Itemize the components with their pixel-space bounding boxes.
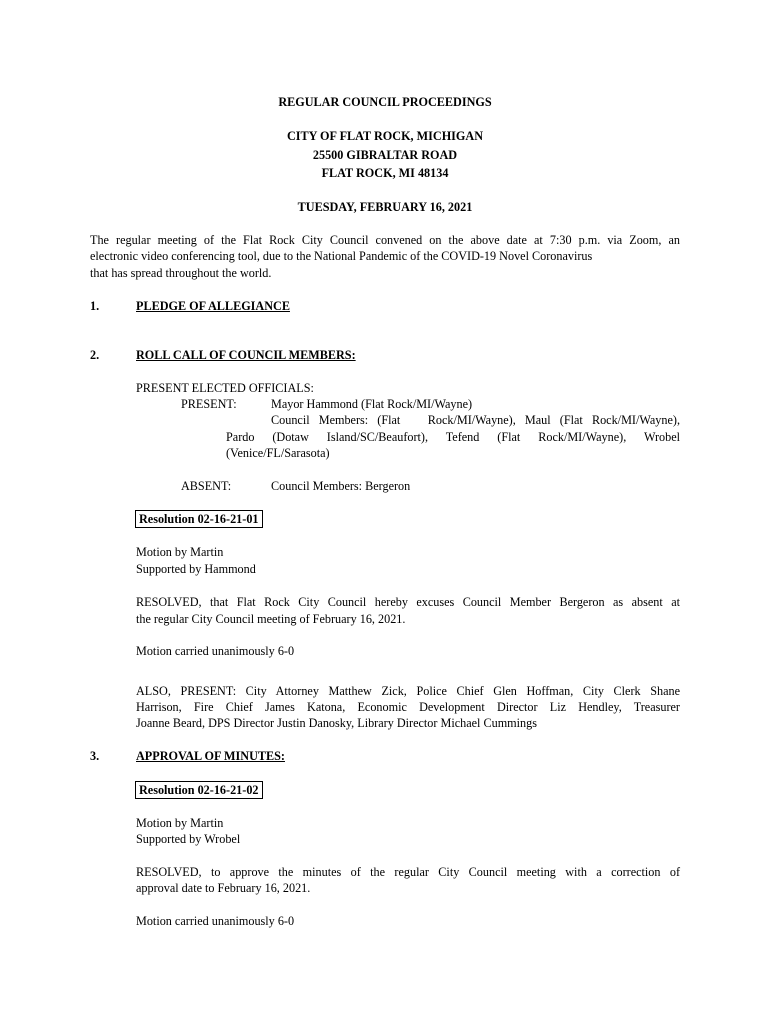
resolution-01-result: Motion carried unanimously 6-0	[136, 644, 295, 658]
city-name: CITY OF FLAT ROCK, MICHIGAN	[286, 129, 484, 143]
absent-label: ABSENT:	[181, 479, 232, 493]
intro-line-1: The regular meeting of the Flat Rock City Council convened on the above date at 7:30 p.m. via Zoom, an	[90, 233, 680, 247]
also-present-line-1: ALSO, PRESENT: City Attorney Matthew Zick, Police Chief Glen Hoffman, City Clerk Shane	[136, 684, 680, 698]
present-heading: PRESENT ELECTED OFFICIALS:	[136, 381, 314, 395]
section-2-title: ROLL CALL OF COUNCIL MEMBERS:	[136, 348, 356, 362]
also-present-line-3: Joanne Beard, DPS Director Justin Danosky, Library Director Michael Cummings	[136, 716, 537, 730]
section-1-number: 1.	[90, 299, 100, 313]
section-1-title: PLEDGE OF ALLEGIANCE	[136, 299, 290, 313]
resolution-01-number: Resolution 02-16-21-01	[135, 510, 263, 528]
resolution-02-resolved-line-2: approval date to February 16, 2021.	[136, 881, 311, 895]
section-3-title: APPROVAL OF MINUTES:	[136, 749, 285, 763]
absent-members: Council Members: Bergeron	[271, 479, 411, 493]
present-mayor: Mayor Hammond (Flat Rock/MI/Wayne)	[271, 397, 473, 411]
present-members-line-1: Council Members: (Flat Rock/MI/Wayne), Maul (Flat Rock/MI/Wayne),	[271, 413, 680, 427]
present-members-line-3: (Venice/FL/Sarasota)	[226, 446, 330, 460]
city-state-zip: FLAT ROCK, MI 48134	[321, 166, 449, 180]
resolution-01-support: Supported by Hammond	[136, 562, 256, 576]
resolution-01-resolved-line-1: RESOLVED, that Flat Rock City Council hereby excuses Council Member Bergeron as absent at	[136, 595, 680, 609]
present-members-line-2: Pardo (Dotaw Island/SC/Beaufort), Tefend (Flat Rock/MI/Wayne), Wrobel	[226, 430, 680, 444]
also-present-line-2: Harrison, Fire Chief James Katona, Economic Development Director Liz Hendley, Treasurer	[136, 700, 680, 714]
resolution-02-motion: Motion by Martin	[136, 816, 224, 830]
meeting-date: TUESDAY, FEBRUARY 16, 2021	[297, 200, 473, 214]
section-2-number: 2.	[90, 348, 100, 362]
resolution-02-result: Motion carried unanimously 6-0	[136, 914, 295, 928]
document-title: REGULAR COUNCIL PROCEEDINGS	[278, 95, 492, 109]
resolution-01-resolved-line-2: the regular City Council meeting of February 16, 2021.	[136, 612, 406, 626]
street-address: 25500 GIBRALTAR ROAD	[312, 148, 458, 162]
present-label: PRESENT:	[181, 397, 237, 411]
resolution-02-resolved-line-1: RESOLVED, to approve the minutes of the regular City Council meeting with a correction of	[136, 865, 680, 879]
intro-line-3: that has spread throughout the world.	[90, 266, 272, 280]
resolution-01-motion: Motion by Martin	[136, 545, 224, 559]
intro-line-2: electronic video conferencing tool, due to the National Pandemic of the COVID-19 Novel Coronavirus	[90, 249, 593, 263]
section-3-number: 3.	[90, 749, 100, 763]
resolution-02-support: Supported by Wrobel	[136, 832, 241, 846]
resolution-02-number: Resolution 02-16-21-02	[135, 781, 263, 799]
